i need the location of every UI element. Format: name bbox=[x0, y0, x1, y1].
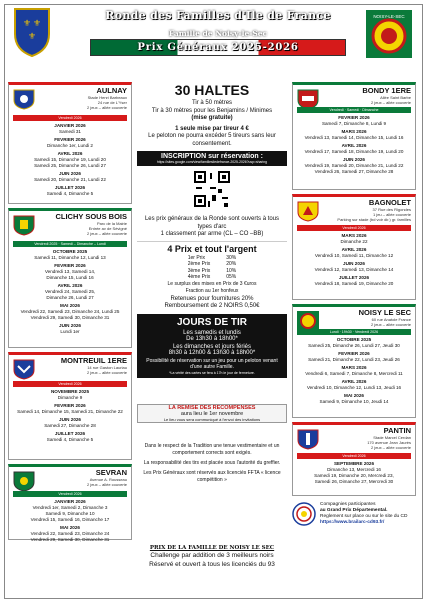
cd93-logo-icon bbox=[292, 502, 316, 526]
remise-note: Le lieu vous sera communiqué à l'envoi des invitations bbox=[163, 417, 261, 422]
prix-famille-block bbox=[137, 545, 287, 569]
club-address: Parc de la Mairie Entrée av de Sévigné 2 jeux – allée couverte bbox=[86, 221, 127, 236]
club-name: MONTREUIL 1ERE bbox=[60, 356, 127, 365]
schedule-days: Dimanche 22 bbox=[340, 239, 368, 244]
lot-rank: 2ème Prix bbox=[187, 261, 211, 267]
schedule-days: Dimanche 1er, Lundi 2 bbox=[47, 143, 93, 148]
challenge-text: Challenge par addition de 3 meilleurs noirs bbox=[150, 552, 274, 559]
club-schedule bbox=[12, 247, 128, 335]
sevran-crest-icon bbox=[12, 470, 36, 492]
schedule-month: AVRIL 2026 bbox=[341, 247, 367, 252]
club-address: 37 Rue des Rigondes 1 jeu – allée couverte Parking sur stade (bd voir dir.) gr. familles bbox=[337, 207, 411, 222]
schedule-month: MARS 2026 bbox=[341, 129, 367, 134]
lot-pct: 10% bbox=[226, 267, 237, 274]
schedule-days: Vendredi 6, Samedi 7, Dimanche 8, Mercredi 11 bbox=[305, 371, 403, 376]
club-name: SEVRAN bbox=[95, 468, 127, 477]
club-card-sevran bbox=[8, 464, 132, 540]
club-hours-band: Vendredi 2026 bbox=[13, 115, 127, 121]
qr-code-icon[interactable] bbox=[192, 169, 232, 209]
club-name: NOISY LE SEC bbox=[358, 308, 411, 317]
club-schedule bbox=[12, 121, 128, 197]
schedule-month: FEVRIER 2026 bbox=[54, 263, 86, 268]
dimanches-text: Les dimanches et jours fériés bbox=[172, 343, 252, 350]
haltes-title: 30 HALTES bbox=[174, 82, 250, 98]
distance-youth-text: Tir à 30 mètres pour les Benjamins / Minimes bbox=[151, 107, 273, 114]
club-card-clichy bbox=[8, 208, 132, 348]
schedule-days: Vendredi 10, Dimanche 12, Lundi 13, Jeudi 16 bbox=[306, 385, 402, 390]
classement-text: 1 classement par arme (CL – CO –BB) bbox=[160, 231, 264, 237]
schedule-days: Lundi 1er bbox=[60, 329, 80, 334]
club-schedule bbox=[296, 459, 412, 485]
lot-pct: 20% bbox=[226, 261, 237, 267]
schedule-month: MAI 2026 bbox=[60, 303, 80, 308]
ile-de-france-crest-icon bbox=[12, 6, 52, 58]
schedule-days: Vendredi 12, Samedi 13, Dimanche 14 bbox=[314, 267, 394, 272]
samedis-hours: De 13h30 à 18h00* bbox=[186, 335, 238, 342]
club-card-bagnolet bbox=[292, 194, 416, 300]
schedule-month: AVRIL 2026 bbox=[341, 379, 367, 384]
licencies-text: Les Prix Généraux sont réservés aux licenciés FFTA « licence compétition » bbox=[143, 470, 281, 483]
schedule-month: AVRIL 2026 bbox=[57, 151, 83, 156]
schedule-month: FEVRIER 2026 bbox=[54, 137, 86, 142]
mise-text: 1 seule mise par tireur 4 € bbox=[175, 125, 249, 132]
dimanches-hours: 8h30 à 12h00 & 13h30 à 18h00* bbox=[168, 349, 256, 356]
schedule-days: Samedi 25, Dimanche 26, Lundi 27, Jeudi 30 bbox=[308, 343, 400, 348]
distance-text: Tir à 50 mètres bbox=[191, 100, 233, 106]
schedule-days: Samedi 21, Dimanche 22, Lundi 23, Jeudi 26 bbox=[308, 357, 400, 362]
jours-title: JOURS DE TIR bbox=[176, 316, 247, 328]
club-schedule bbox=[296, 335, 412, 405]
schedule-month: JUIN 2026 bbox=[343, 157, 365, 162]
club-hours-band: Vendredi 2026 bbox=[13, 381, 127, 387]
schedule-days: Samedi 27, Dimanche 28 bbox=[44, 423, 96, 428]
schedule-days: Vendredi 1er, Samedi 2, Dimanche 3 Samedi 9, Dimanche 10 Vendredi 15, Samedi 16, Dimanche 17 bbox=[30, 505, 110, 522]
lot-rank: 3ème Prix bbox=[187, 267, 211, 274]
club-address: Stade Marcel Cerdan 170 avenue Jean Jaurès 2 jeux – allée couverte bbox=[367, 435, 411, 450]
schedule-month: JUILLET 2026 bbox=[54, 431, 86, 436]
schedule-days: Samedi 4, Dimanche 5 bbox=[46, 191, 94, 196]
lot-rank: 4ème Prix bbox=[187, 274, 211, 280]
schedule-month: AVRIL 2026 bbox=[341, 143, 367, 148]
club-hours-band: Vendredi 2026 bbox=[13, 491, 127, 497]
club-name: AULNAY bbox=[96, 86, 127, 95]
schedule-days: Vendredi 22, Samedi 23, Dimanche 24, Lundi 25 Vendredi 29, Samedi 30, Dimanche 31 bbox=[20, 309, 120, 320]
bagnolet-crest-icon bbox=[296, 200, 320, 222]
club-hours-band: Vendredi 2026 bbox=[297, 225, 411, 231]
schedule-days: Samedi 9, Dimanche 10, Jeudi 14 bbox=[319, 399, 389, 404]
remboursement-text: Remboursement de 2 NOIRS 0,50€ bbox=[164, 303, 260, 309]
footer-line1: Compagnies participantes bbox=[320, 502, 376, 507]
schedule-month: FEVRIER 2026 bbox=[338, 351, 370, 356]
schedule-days: Dimanche 9 bbox=[57, 395, 83, 400]
schedule-days: Samedi 4, Dimanche 5 bbox=[46, 437, 94, 442]
schedule-month: MARS 2026 bbox=[341, 233, 367, 238]
svg-text:⚜: ⚜ bbox=[28, 31, 37, 41]
respect-text: Dans le respect de la Tradition une tenue vestimentaire et un comportement corrects sont exigés. bbox=[144, 443, 280, 456]
schedule-days: Samedi 31 bbox=[59, 129, 81, 134]
schedule-month: JUILLET 2026 bbox=[54, 185, 86, 190]
schedule-month: JANVIER 2026 bbox=[54, 123, 86, 128]
season-banner: Prix Généraux 2025-2026 bbox=[90, 39, 346, 56]
schedule-days: Samedi 20, Dimanche 21, Lundi 22 bbox=[34, 177, 106, 182]
club-schedule bbox=[296, 113, 412, 175]
footer-text bbox=[320, 502, 407, 526]
page-title: Ronde des Familles d'Ile de France bbox=[105, 9, 331, 22]
schedule-month: JUIN 2026 bbox=[59, 171, 81, 176]
schedule-month: AVRIL 2026 bbox=[57, 283, 83, 288]
club-schedule bbox=[12, 497, 128, 543]
club-address: 60 rue Anatole France 2 jeux – allée couverte bbox=[370, 317, 411, 327]
schedule-month: FEVRIER 2026 bbox=[54, 403, 86, 408]
club-address: 14 rue Gaston Lauriau 2 jeux – allée couverte bbox=[86, 365, 127, 375]
schedule-days: Samedi 7, Dimanche 8, Lundi 9 bbox=[321, 121, 387, 126]
club-name: CLICHY SOUS BOIS bbox=[55, 212, 127, 221]
club-card-bondy bbox=[292, 82, 416, 190]
club-name: BAGNOLET bbox=[368, 198, 411, 207]
retenues-text: Retenues pour fournitures 20% bbox=[170, 295, 254, 302]
schedule-days: Vendredi 19, Samedi 20, Dimanche 21, Lundi 22 Vendredi 26, Samedi 27, Dimanche 28 bbox=[304, 163, 404, 174]
svg-text:⚜: ⚜ bbox=[23, 18, 32, 28]
footer-link[interactable]: https://www.brailarc-cd93.fr/ bbox=[320, 520, 385, 525]
club-card-aulnay bbox=[8, 82, 132, 204]
pantin-crest-icon bbox=[296, 428, 320, 450]
schedule-month: JUIN 2026 bbox=[59, 323, 81, 328]
reservation-text: Possibilité de réservation sur un jeu pour un peloton venant d'une autre Famille. bbox=[146, 357, 278, 370]
schedule-month: JUIN 2026 bbox=[59, 417, 81, 422]
remise-box bbox=[137, 404, 287, 423]
schedule-days: Samedi 11, Dimanche 12, Lundi 13 bbox=[34, 255, 106, 260]
svg-text:⚜: ⚜ bbox=[33, 18, 42, 28]
reserve-text: Réservé et ouvert à tous les licenciés du 93 bbox=[149, 561, 275, 568]
schedule-days: Vendredi 18, Samedi 19, Dimanche 20 bbox=[314, 281, 394, 286]
schedule-month: FEVRIER 2026 bbox=[338, 115, 370, 120]
club-hours-band: Vendredi 2025 · Samedi – Dimanche – Lundi bbox=[13, 241, 127, 247]
lot-pct: 30% bbox=[226, 254, 237, 261]
lots-table bbox=[180, 255, 245, 281]
schedule-days: Vendredi 17, Samedi 18, Dimanche 19, Lundi 20 bbox=[304, 149, 404, 154]
schedule-days: Vendredi 13, Samedi 14, Dimanche 15, Lundi 16 bbox=[44, 269, 96, 280]
page-subtitle: Famille de Noisy-le-Sec bbox=[168, 29, 268, 38]
schedule-days: Dimanche 13, Mercredi 16 Samedi 19, Dimanche 20, Mercredi 23, Samedi 26, Dimanche 27, Mercredi 30 bbox=[314, 467, 394, 484]
rules-notes bbox=[137, 443, 287, 484]
schedule-month: NOVEMBRE 2025 bbox=[50, 389, 90, 394]
schedule-days: Vendredi 10, Samedi 11, Dimanche 12 bbox=[314, 253, 394, 258]
clichy-crest-icon bbox=[12, 214, 36, 236]
schedule-days: Vendredi 24, Samedi 25, Dimanche 26, Lundi 27 bbox=[44, 289, 96, 300]
club-hours-band: Vendredi 2026 bbox=[297, 453, 411, 459]
club-schedule bbox=[296, 231, 412, 287]
lots-title: 4 Prix et tout l'argent bbox=[137, 241, 287, 254]
montreuil-crest-icon bbox=[12, 358, 36, 380]
schedule-month: MARS 2026 bbox=[341, 365, 367, 370]
fraction-text: Fraction au 1er honfeux bbox=[185, 288, 239, 294]
prix-ouverts-text: Les prix généraux de la Ronde sont ouverts à tous types d'arc bbox=[144, 216, 280, 230]
schedule-month: OCTOBRE 2025 bbox=[52, 249, 88, 254]
schedule-days: Vendredi 22, Samedi 23, Dimanche 24 Vendredi 29, Samedi 30, Dimanche 31 bbox=[30, 531, 110, 542]
inscription-box bbox=[137, 151, 287, 166]
schedule-month: JANVIER 2026 bbox=[54, 499, 86, 504]
club-card-pantin bbox=[292, 422, 416, 496]
noisy-le-sec-badge-icon bbox=[366, 10, 412, 58]
schedule-month: JUIN 2026 bbox=[343, 261, 365, 266]
jours-box bbox=[137, 314, 287, 378]
prix-famille-title: PRIX DE LA FAMILLE DE NOISY LE SEC bbox=[149, 545, 275, 551]
distance-youth-note: (mise gratuite) bbox=[191, 115, 233, 121]
rules-column bbox=[137, 82, 287, 378]
club-schedule bbox=[12, 387, 128, 443]
club-hours-band: Lundi · 19h30 · Vendredi 2026 bbox=[297, 329, 411, 335]
club-card-noisy bbox=[292, 304, 416, 418]
footer-line2: au Grand Prix Départemental. bbox=[320, 508, 388, 513]
right-badge-text: NOISY-LE-SEC bbox=[373, 14, 405, 19]
schedule-month: MAI 2026 bbox=[344, 393, 364, 398]
surplus-text: Le surplus des mises en Prix de 3 €uros bbox=[167, 280, 257, 287]
club-address: Allée Saint Barbe 2 jeux – allée couverte bbox=[370, 95, 411, 105]
club-name: PANTIN bbox=[383, 426, 411, 435]
club-name: BONDY 1ERE bbox=[362, 86, 411, 95]
cartes-note: *La vérité des cartes se fera à 17h le jour de fermeture. bbox=[169, 370, 255, 375]
header-banner bbox=[8, 6, 419, 68]
club-address: Avenue A. Rousseau 2 jeux – allée couverte bbox=[86, 477, 127, 487]
schedule-month: MAI 2026 bbox=[60, 525, 80, 530]
schedule-days: Samedi 15, Dimanche 19, Lundi 20 Samedi 25, Dimanche 26, Lundi 27 bbox=[34, 157, 106, 168]
lot-pct: 05% bbox=[226, 274, 237, 280]
footer-line3: Reglement sur place ou sur le site du CD bbox=[320, 514, 408, 519]
club-card-montreuil bbox=[8, 352, 132, 460]
samedis-text: Les samedis et lundis bbox=[183, 329, 241, 336]
schedule-month: JUILLET 2026 bbox=[338, 275, 370, 280]
aulnay-crest-icon bbox=[12, 88, 36, 110]
inscription-link[interactable]: https://sites.google.com/view/famillesiledefrance-2025-2026?usp=sharing bbox=[156, 160, 268, 164]
remise-title: LA REMISE DES RECOMPENSES bbox=[168, 405, 256, 411]
club-hours-band: Vendredi · Samedi · Dimanche bbox=[297, 107, 411, 113]
peloton-text: Le peloton ne pourra excéder 5 tireurs sans leur consentement. bbox=[148, 133, 276, 147]
schedule-days: Samedi 14, Dimanche 15, Samedi 21, Dimanche 22 bbox=[17, 409, 123, 414]
inscription-title: INSCRIPTION sur réservation : bbox=[161, 153, 263, 160]
club-address: Stade Henri Barbeaux 24 rue de L'Yser 2 jeux – allée couverte bbox=[86, 95, 127, 110]
lot-rank: 1er Prix bbox=[187, 254, 205, 261]
remise-date: aura lieu le 1er novembre bbox=[180, 411, 244, 417]
schedule-days: Vendredi 13, Samedi 14, Dimanche 15, Lundi 16 bbox=[304, 135, 404, 140]
schedule-month: SEPTEMBRE 2026 bbox=[333, 461, 375, 466]
schedule-month: OCTOBRE 2025 bbox=[336, 337, 372, 342]
responsabilite-text: La responsabilité des tirs est placée sous l'autorité du greffier. bbox=[143, 460, 281, 466]
